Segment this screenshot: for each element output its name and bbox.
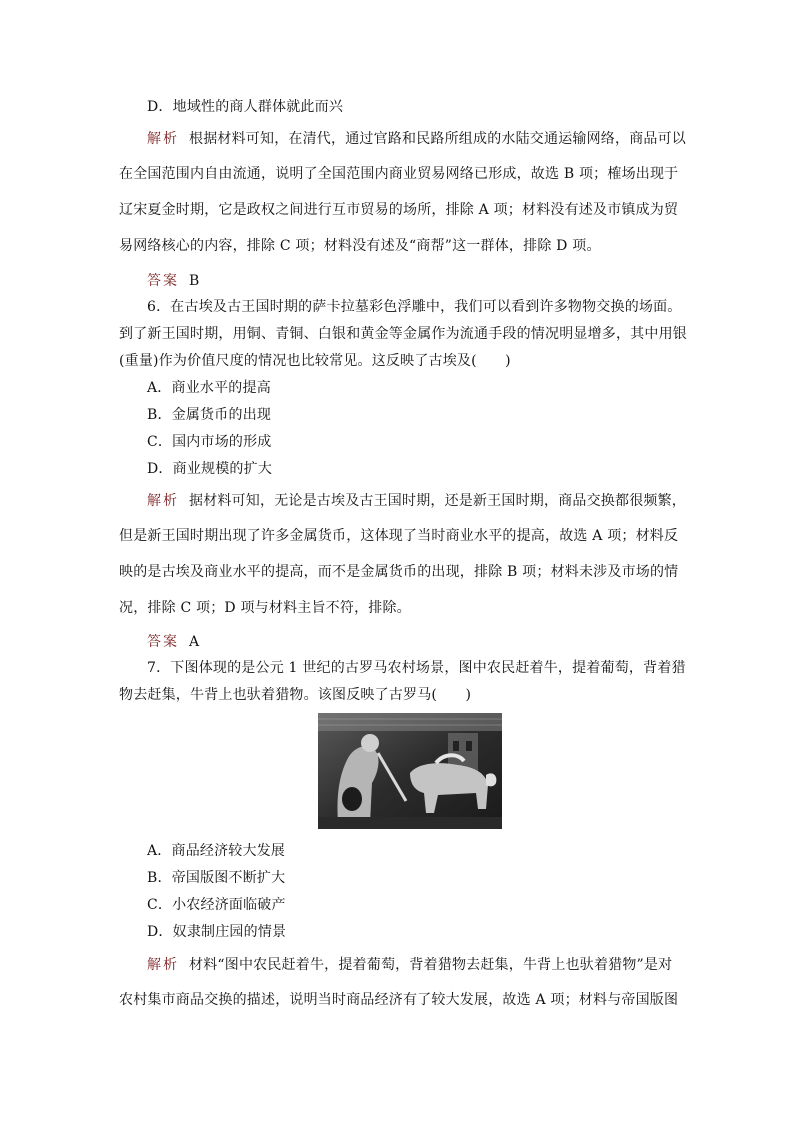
q7-analysis-line-1: 解析 材料“图中农民赶着牛，提着葡萄，背着猎物去赶集，牛背上也驮着猎物”是对 (147, 957, 673, 973)
q7-option-c: C．小农经济面临破产 (147, 897, 286, 913)
q7-option-d: D．奴隶制庄园的情景 (147, 924, 287, 940)
q6-option-c: C．国内市场的形成 (147, 434, 272, 450)
q6-analysis-line-3: 映的是古埃及商业水平的提高，而不是金属货币的出现，排除 B 项；材料未涉及市场的情 (119, 564, 679, 580)
q6-stem-line-2: 到了新王国时期，用铜、青铜、白银和黄金等金属作为流通手段的情况明显增多，其中用银 (119, 326, 687, 342)
relief-illustration (318, 713, 502, 829)
answer-value: B (189, 273, 200, 289)
analysis-label: 解析 (147, 131, 179, 147)
q7-stem-line-1: 7．下图体现的是公元 1 世纪的古罗马农村场景，图中农民赶着牛，提着葡萄，背着猎 (147, 660, 686, 676)
q7-stem-line-2: 物去赶集，牛背上也驮着猎物。该图反映了古罗马( ) (119, 687, 472, 703)
q5-answer (147, 270, 200, 290)
q6-option-b: B．金属货币的出现 (147, 407, 272, 423)
q5-analysis-line-1: 解析 根据材料可知，在清代，通过官路和民路所组成的水陆交通运输网络，商品可以 (147, 131, 686, 147)
q6-answer (147, 631, 199, 651)
q5-analysis-line-4: 易网络核心的内容，排除 C 项；材料没有述及“商帮”这一群体，排除 D 项。 (119, 238, 601, 254)
q5-option-d: D．地域性的商人群体就此而兴 (147, 99, 344, 115)
q6-stem-line-3: (重量)作为价值尺度的情况也比较常见。这反映了古埃及( ) (119, 353, 511, 369)
q6-analysis-line-1: 解析 据材料可知，无论是古埃及古王国时期，还是新王国时期，商品交换都很频繁， (147, 493, 686, 509)
analysis-label: 解析 (147, 957, 179, 973)
answer-label: 答案 (147, 634, 179, 650)
q6-option-a: A．商业水平的提高 (147, 380, 271, 396)
q5-analysis-line-3: 辽宋夏金时期，它是政权之间进行互市贸易的场所，排除 A 项；材料没有述及市镇成为贸 (119, 202, 679, 218)
q6-analysis-line-4: 况，排除 C 项；D 项与材料主旨不符，排除。 (119, 600, 411, 616)
q6-stem-line-1: 6．在古埃及古王国时期的萨卡拉墓彩色浮雕中，我们可以看到许多物物交换的场面。 (147, 299, 682, 315)
answer-value: A (189, 634, 200, 650)
q7-option-a: A．商品经济较大发展 (147, 843, 286, 859)
analysis-label: 解析 (147, 493, 179, 509)
q6-option-d: D．商业规模的扩大 (147, 461, 273, 477)
q7-option-b: B．帝国版图不断扩大 (147, 870, 286, 886)
q5-analysis-line-2: 在全国范围内自由流通，说明了全国范围内商业贸易网络已形成，故选 B 项；榷场出现于 (119, 166, 679, 182)
q7-analysis-line-2: 农村集市商品交换的描述，说明当时商品经济有了较大发展，故选 A 项；材料与帝国版图 (119, 992, 679, 1008)
roman-relief-image (318, 713, 502, 829)
q6-analysis-line-2: 但是新王国时期出现了许多金属货币，这体现了当时商业水平的提高，故选 A 项；材料反 (119, 528, 679, 544)
answer-label: 答案 (147, 273, 179, 289)
